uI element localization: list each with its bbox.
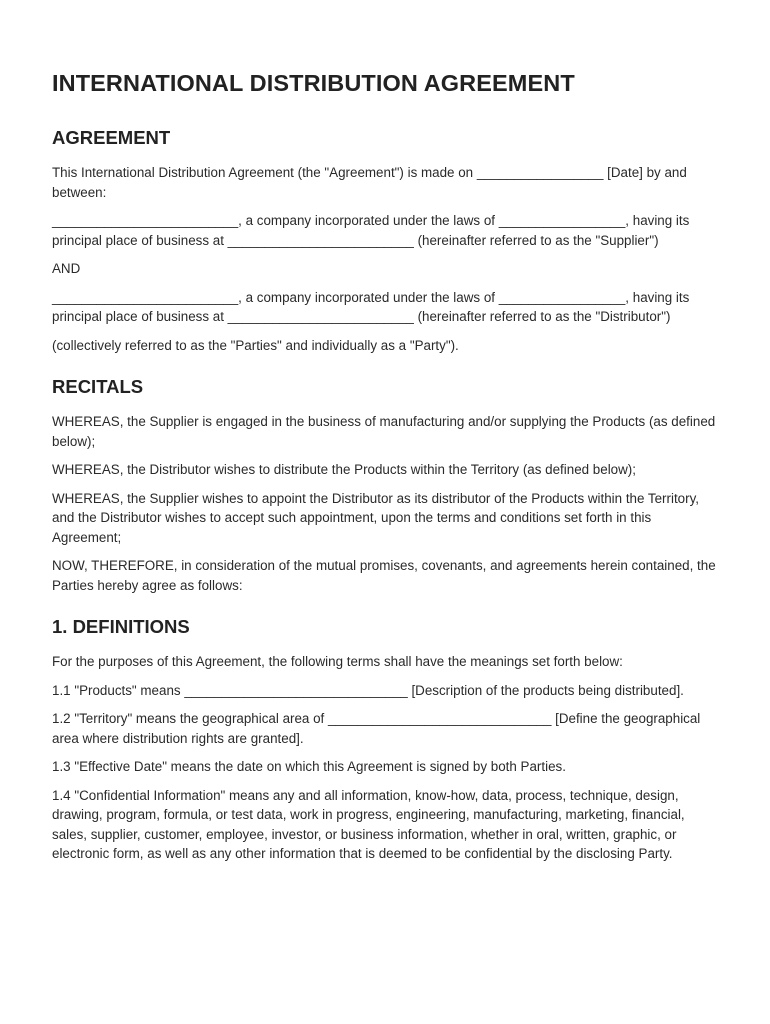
section-agreement (52, 127, 718, 355)
definition-territory: 1.2 "Territory" means the geographical area of ______________________________ [Define the geographical area where distribution rights are granted]. (52, 711, 701, 746)
paragraph-supplier: _________________________, a company incorporated under the laws of _________________, having its principal place of business at _________________________ (hereinafter referred to as the "Supplier") (52, 213, 690, 248)
paragraph-distributor: _________________________, a company incorporated under the laws of _________________, having its principal place of business at _________________________ (hereinafter referred to as the "Distributor") (52, 289, 690, 324)
paragraph-definitions-intro: For the purposes of this Agreement, the following terms shall have the meanings set forth below: (52, 654, 623, 669)
section-heading: 1. DEFINITIONS (52, 616, 190, 637)
section-recitals (52, 376, 718, 595)
section-heading: AGREEMENT (52, 127, 171, 148)
paragraph-recital: NOW, THEREFORE, in consideration of the mutual promises, covenants, and agreements herein contained, the Parties hereby agree as follows: (52, 558, 716, 593)
paragraph-intro: This International Distribution Agreement (the "Agreement") is made on _________________ [Date] by and between: (52, 165, 687, 200)
section-heading: RECITALS (52, 376, 144, 397)
paragraph-collectively: (collectively referred to as the "Parties" and individually as a "Party"). (52, 337, 459, 353)
paragraph-and: AND (52, 261, 81, 276)
definition-effective-date: 1.3 "Effective Date" means the date on which this Agreement is signed by both Parties. (52, 759, 566, 774)
paragraph-recital: WHEREAS, the Supplier is engaged in the business of manufacturing and/or supplying the Products (as defined below); (52, 414, 716, 449)
paragraph-recital: WHEREAS, the Distributor wishes to distribute the Products within the Territory (as defined below); (52, 462, 636, 477)
document-title: INTERNATIONAL DISTRIBUTION AGREEMENT (52, 70, 575, 96)
paragraph-recital: WHEREAS, the Supplier wishes to appoint the Distributor as its distributor of the Products within the Territory, and the Distributor wishes to accept such appointment, upon the terms and conditions set forth in this Agreement; (52, 490, 699, 545)
definition-products: 1.1 "Products" means ______________________________ [Description of the products being distributed]. (52, 682, 684, 698)
definition-confidential-information: 1.4 "Confidential Information" means any and all information, know-how, data, process, technique, design, drawing, program, formula, or test data, work in progress, engineering, manufacturing, marketing, financial, sales, supplier, customer, employee, investor, or business information, whether in oral, written, graphic, or electronic form, as well as any other information that is deemed to be confidential by the disclosing Party. (52, 787, 685, 861)
section-definitions (52, 616, 718, 864)
